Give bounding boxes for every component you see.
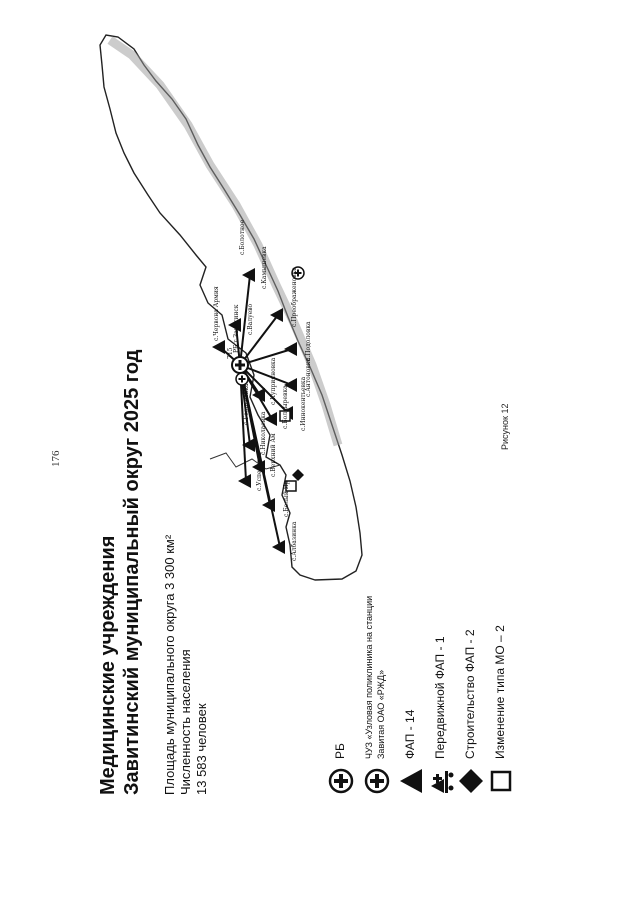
place-label: с.Камышевка: [261, 246, 268, 289]
legend-label-mobile-fap: Передвижной ФАП - 1: [433, 636, 447, 759]
rb-hub-icon: [232, 357, 248, 373]
place-label: с.Николаевка: [260, 411, 267, 455]
place-label: с.Иннокентьевка: [300, 376, 307, 431]
figure-caption: Рисунок 12: [500, 403, 510, 450]
legend-label-clinic-line-2: Завитая ОАО «РЖД»: [376, 669, 386, 759]
place-label: с.Куприяновка: [270, 357, 277, 405]
legend-label-construction: Строительство ФАП - 2: [463, 629, 477, 759]
place-label: с.Болдыревка: [282, 385, 289, 429]
place-label: с.Преображеновка: [291, 267, 298, 327]
place-label: с.Верхний Ам: [270, 433, 277, 477]
road-number: 715: [227, 347, 234, 359]
place-label: с.Болотное: [239, 219, 246, 255]
clinic-cross-icon: [363, 767, 391, 795]
square-icon: [487, 767, 515, 795]
place-label: с.Георгиевка: [243, 383, 250, 425]
legend-label-rb: РБ: [333, 743, 347, 759]
title-line-1: Медицинские учреждения: [97, 535, 119, 795]
hub-label: РБ г.Завитинск: [233, 304, 240, 353]
district-map: [60, 25, 440, 585]
legend-item-construction: [455, 495, 485, 795]
mobile-fap-icon: [427, 767, 455, 795]
legend-label-clinic-line-1: ЧУЗ «Узловая поликлиника на станции: [364, 595, 374, 759]
legend-item-type-change: [485, 495, 515, 795]
population-label: Численность населения: [178, 649, 193, 795]
place-label: с.Червона Армия: [213, 286, 220, 341]
place-label: с.Валуево: [247, 303, 254, 335]
place-label: с.Белый Яр: [283, 480, 290, 517]
place-label: с.Подоловка: [305, 321, 312, 361]
diamond-icon: [457, 767, 485, 795]
legend-label-clinic: [363, 596, 387, 759]
population-value: 13 583 человек: [194, 703, 209, 795]
place-label: с.Успеновка: [256, 452, 263, 491]
triangle-icon: [397, 767, 425, 795]
page-number: 176: [50, 450, 62, 467]
legend-label-fap: ФАП - 14: [403, 709, 417, 759]
hospital-cross-icon: [327, 767, 355, 795]
legend-label-type-change: Изменение типа МО – 2: [493, 625, 507, 759]
district-boundary: [100, 35, 362, 580]
title-line-2: Завитинский муниципальный округ 2025 год: [121, 349, 143, 795]
place-label: с.Антоновка: [305, 357, 312, 397]
area-text: Площадь муниципального округа 3 300 км²: [162, 534, 177, 795]
place-label: с.Албазинка: [291, 521, 298, 561]
